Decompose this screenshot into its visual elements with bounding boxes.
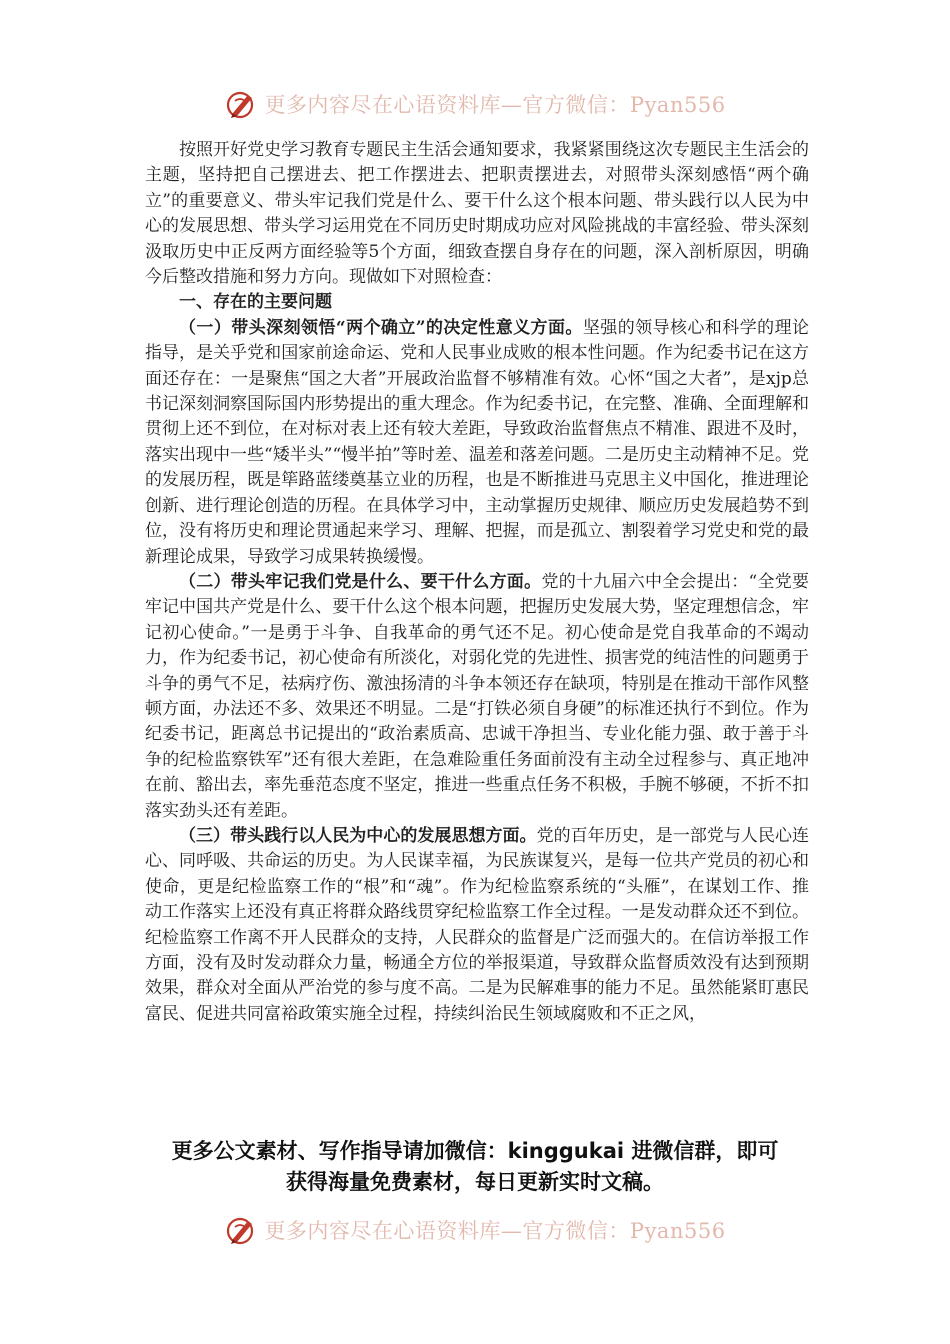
pen-logo-icon — [224, 1213, 258, 1247]
document-body — [145, 138, 809, 1027]
section-heading: 一、存在的主要问题 — [179, 292, 332, 313]
item-2-title: （二）带头牢记我们党是什么、要干什么方面。 — [179, 571, 542, 592]
item-1-paragraph — [145, 316, 809, 570]
item-2-text: 党的十九届六中全会提出：“全党要牢记中国共产党是什么、要干什么这个根本问题，把握历史发展大势，坚定理想信念，牢记初心使命。”一是勇于斗争、自我革命的勇气还不足。初心使命是党自我革命的不竭动力，作为纪委书记，初心使命有所淡化，对弱化党的先进性、损害党的纯洁性的问题勇于斗争的勇气不足，祛病疗伤、激浊扬清的斗争本领还存在缺项，特别是在推动干部作风整顿方面，办法还不多、效果还不明显。二是“打铁必须自身硬”的标准还执行不到位。作为纪委书记，距离总书记提出的“政治素质高、忠诚干净担当、专业化能力强、敢于善于斗争的纪检监察铁军”还有很大差距，在急难险重任务面前没有主动全过程参与、真正地冲在前、豁出去，率先垂范态度不坚定，推进一些重点任务不积极，手腕不够硬，不折不扣落实劲头还有差距。 — [145, 571, 810, 821]
intro-paragraph: 按照开好党史学习教育专题民主生活会通知要求，我紧紧围绕这次专题民主生活会的主题，坚持把自己摆进去、把工作摆进去、把职责摆进去，对照带头深刻感悟“两个确立”的重要意义、带头牢记我们党是什么、要干什么这个根本问题、带头践行以人民为中心的发展思想、带头学习运用党在不同历史时期成功应对风险挑战的丰富经验、带头深刻汲取历史中正反两方面经验等5个方面，细致查摆自身存在的问题，深入剖析原因，明确今后整改措施和努力方向。现做如下对照检查： — [145, 140, 809, 288]
watermark-header — [0, 82, 950, 126]
promo-line-1: 更多公文素材、写作指导请加微信：kinggukai 进微信群，即可 — [171, 1139, 779, 1163]
watermark-text: 更多内容尽在心语资料库—官方微信：Pyan556 — [264, 93, 726, 117]
item-2-paragraph — [145, 570, 809, 824]
item-1-text: 坚强的领导核心和科学的理论指导，是关乎党和国家前途命运、党和人民事业成败的根本性问题。作为纪委书记在这方面还存在：一是聚焦“国之大者”开展政治监督不够精准有效。心怀“国之大者”，是xjp总书记深刻洞察国际国内形势提出的重大理念。作为纪委书记，在完整、准确、全面理解和贯彻上还不到位，在对标对表上还有较大差距，导致政治监督焦点不精准、跟进不及时，落实出现中一些“矮半头”“慢半拍”等时差、温差和落差问题。二是历史主动精神不足。党的发展历程，既是筚路蓝缕奠基立业的历程，也是不断推进马克思主义中国化，推进理论创新、进行理论创造的历程。在具体学习中，主动掌握历史规律、顺应历史发展趋势不到位，没有将历史和理论贯通起来学习、理解、把握，而是孤立、割裂着学习党史和党的最新理论成果，导致学习成果转换缓慢。 — [145, 317, 810, 567]
watermark-text: 更多内容尽在心语资料库—官方微信：Pyan556 — [264, 1219, 726, 1243]
item-3-paragraph — [145, 824, 809, 1027]
item-3-title: （三）带头践行以人民为中心的发展思想方面。 — [179, 825, 537, 846]
promo-line-2: 获得海量免费素材，每日更新实时文稿。 — [286, 1170, 664, 1194]
promo-banner — [100, 1136, 850, 1198]
item-1-title: （一）带头深刻领悟“两个确立”的决定性意义方面。 — [179, 317, 583, 338]
item-3-text: 党的百年历史，是一部党与人民心连心、同呼吸、共命运的历史。为人民谋幸福，为民族谋复兴，是每一位共产党员的初心和使命，更是纪检监察工作的“根”和“魂”。作为纪检监察系统的“头雁”，在谋划工作、推动工作落实上还没有真正将群众路线贯穿纪检监察工作全过程。一是发动群众还不到位。纪检监察工作离不开人民群众的支持，人民群众的监督是广泛而强大的。在信访举报工作方面，没有及时发动群众力量，畅通全方位的举报渠道，导致群众监督质效没有达到预期效果，群众对全面从严治党的参与度不高。二是为民解难事的能力不足。虽然能紧盯惠民富民、促进共同富裕政策实施全过程，持续纠治民生领域腐败和不正之风， — [145, 825, 810, 1024]
watermark-footer — [0, 1208, 950, 1252]
pen-logo-icon — [224, 87, 258, 121]
